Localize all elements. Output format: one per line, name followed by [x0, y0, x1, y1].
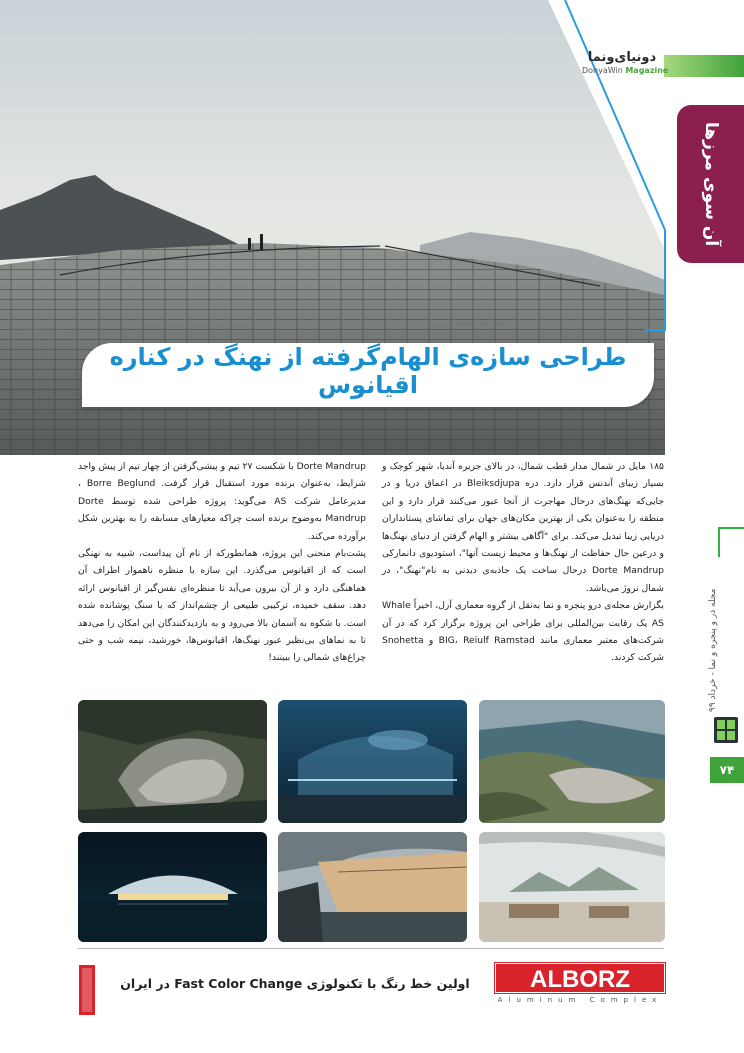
paragraph: پشت‌بام منحنی این پروژه، همانطورکه از نام آن پیداست، شبیه به نهنگی است که از اقیانوس می‌گذرد. این سازه با منظره ناهموار اطراف آن هماهنگی دارد و از آن بیرون می‌آید تا منظره‌ای نفس‌گیر از اقیانوس ارائه دهد. سقف خمیده، ترکیبی طبیعی از چشم‌انداز که با سنگ پوشانده شده است. با شکوه به آسمان بالا می‌رود و به بازدیدکنندگان این امکان را می‌دهد تا به نماهای بی‌نظیر عبور نهنگ‌ها، اقیانوس‌ها، خورشید، نیمه شب و حتی چراغ‌های شمالی را ببینند! — [78, 548, 366, 664]
gallery-image-interior-mountain-view — [479, 832, 665, 942]
window-icon — [712, 715, 740, 745]
gallery-image-coastal-aerial-view — [479, 700, 665, 823]
ad-brand-subtitle: Aluminum Complex — [497, 996, 663, 1004]
footer-divider — [78, 948, 664, 949]
paragraph: Dorte Mandrup با شکست ۲۷ تیم و پیشی‌گرفتن از چهار تیم از پیش واجد شرایط، به‌عنوان برنده مورد استقبال قرار گرفت. Borre Beglund ، مدیرعامل شرکت AS می‌گوید: پروژه طراحی شده توسط Dorte Mandrup به‌وضوح برنده است چراکه معیارهای مسابقه را به بهترین شکل برآورده می‌کند. — [78, 461, 366, 542]
gallery-image-underwater-interior — [278, 700, 467, 823]
article-column-left — [78, 458, 366, 694]
paragraph: بگزارش مجله‌ی درو پنجره و نما به‌نقل از گروه معماری آرل، اخیراً Whale AS یک رقابت بین‌المللی برای طراحی این پروژه برگزار کرد که در آن شرکت‌های معتبر معماری مانند BIG، Reiulf Ramstad و Snohetta شرکت کردند. — [382, 600, 664, 664]
ad-headline: اولین خط رنگ با تکنولوژی Fast Color Change در ایران — [120, 976, 470, 991]
section-label: آن سوی مرزها — [701, 121, 721, 247]
magazine-name: دونیای‌ونما — [587, 50, 657, 65]
gallery-image-exterior-glass-facade — [278, 832, 467, 942]
article-column-right — [382, 458, 664, 694]
issue-caption: مجله در و پنجره و نما - خرداد ۹۹ — [708, 588, 718, 712]
alborz-mini-logo — [79, 965, 95, 1015]
gallery-image-night-whale-roof — [78, 832, 267, 942]
paragraph: ۱۸۵ مایل در شمال مدار قطب شمال، در بالای جزیره آندیا، شهر کوچک و بسیار زیبای آندنس قرار دارد. دره Bleiksdjupa در اعماق دریا و در جایی‌که نهنگ‌های درحال مهاجرت از آنجا عبور می‌کنند قرار دارد و این منطقه را به‌عنوان یکی از بهترین مکان‌های جهان برای تماشای پستانداران دریایی زیبا تبدیل می‌کند. برای "آگاهی بیشتر و الهام گرفتن از دنیای نهنگ‌ها و درعین حال حفاظت از نهنگ‌ها و محیط زیست آنها"، استودیوی دانمارکی Dorte Mandrup درحال ساخت یک جاذبه‌ی دیدنی به نام"نهنگ"، در شمال نروژ می‌باشد. — [382, 461, 664, 594]
magazine-subtitle: DonyaWin Magazine — [582, 66, 669, 75]
alborz-logo — [494, 962, 666, 994]
ad-brand: ALBORZ — [530, 966, 630, 993]
page-number: ۷۴ — [710, 757, 744, 783]
gallery-image-aerial-site-plan — [78, 700, 267, 823]
sidebar-divider — [718, 527, 744, 529]
article-title: طراحی سازه‌ی الهام‌گرفته از نهنگ در کناره اقیانوس — [109, 343, 627, 399]
